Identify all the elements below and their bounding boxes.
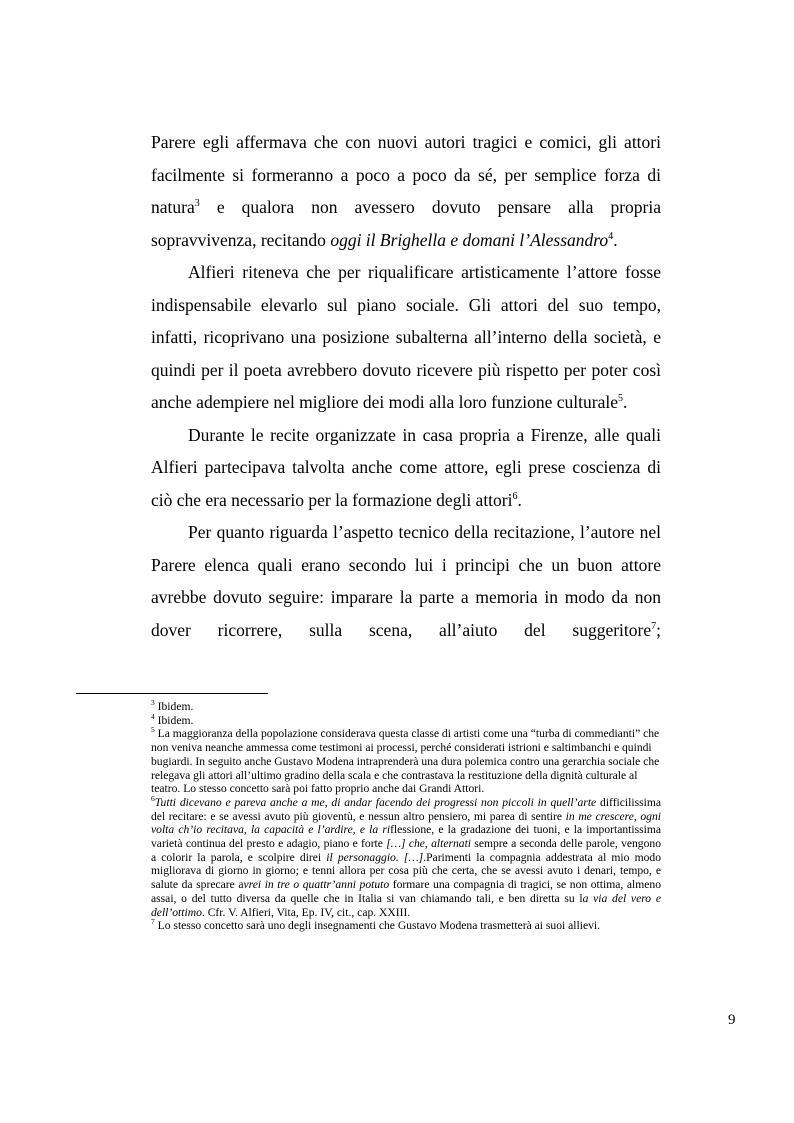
footnote-4: $^4$ Ibidem. (151, 711, 194, 727)
paragraph-1: Parere egli affermava che con nuovi autori tragici e comici, gli attori facilmente si formeranno a poco a poco da sé, per semplice forza di natura$^3$ e qualora non avessero dovuto pensare alla propria sopravvivenza, recitando oggi il Brighella e domani l’Alessandro$^4$. (151, 132, 661, 250)
main-text (151, 126, 661, 646)
footnote-3: $^3$ Ibidem. (151, 698, 194, 713)
footnote-6: $^6$Tutti dicevano e pareva anche a me, di andar facendo dei progressi non piccoli in quell’arte difficilissima del recitare: e se avessi avuto più gioventù, e nessun altro pensiero, mi parea di sentire in me crescere, ogni volta ch’io recitava, la capacità e l’ardire, e la riflessione, e la gradazione dei tuoni, e la importantissima varietà continua del presto e adagio, piano e forte […] che, alternati sempre a seconda delle parole, vengono a colorir la parola, e scolpire direi il personaggio. […].Parimenti la compagnia addestrata al mio modo migliorava di giorno in giorno; e tenni allora per cosa più che certa, che se avessi avuto i denari, tempo, e salute da sprecare avrei in tre o quattr’anni potuto formare una compagnia di tragici, se non ottima, almeno assai, o del tutto diversa da quelle che in Italia si van chiamando tali, e ben diretta su la via del vero e dell’ottimo. Cfr. V. Alfieri, Vita, Ep. IV, cit., cap. XXIII. (151, 794, 661, 919)
paragraph-2: Alfieri riteneva che per riqualificare artisticamente l’attore fosse indispensabile elevarlo sul piano sociale. Gli attori del suo tempo, infatti, ricoprivano una posizione subalterna all’interno della società, e quindi per il poeta avrebbero dovuto ricevere più rispetto per poter così anche adempiere nel migliore dei modi alla loro funzione culturale$^5$. (151, 262, 661, 412)
footnote-7: $^7$ Lo stesso concetto sarà uno degli insegnamenti che Gustavo Modena trasmetterà ai suoi allievi. (151, 917, 601, 933)
paragraph-3: Durante le recite organizzate in casa propria a Firenze, alle quali Alfieri partecipava talvolta anche come attore, egli prese coscienza di ciò che era necessario per la formazione degli attori$^6$. (151, 424, 661, 510)
footnote-5: $^5$ La maggioranza della popolazione considerava questa classe di artisti come una “turba di commedianti” che non veniva neanche ammessa come testimoni ai processi, perché considerati istrioni e saltimbanchi e quindi bugiardi. In seguito anche Gustavo Modena intraprenderà una dura polemica contro una gerarchia sociale che relegava gli attori all’ultimo gradino della scala e che contrastava la restituzione della dignità culturale al teatro. Lo stesso concetto sarà poi fatto proprio anche dai Grandi Attori. (151, 725, 660, 796)
footnote-ref-4: 4 (608, 230, 614, 242)
footnote-separator (76, 693, 268, 694)
footnote-ref-6: 6 (512, 490, 518, 502)
footnote-ref-3: 3 (194, 198, 200, 210)
footnote-ref-7: 7 (651, 620, 657, 632)
paragraph-4: Per quanto riguarda l’aspetto tecnico della recitazione, l’autore nel Parere elenca quali erano secondo lui i principi che un buon attore avrebbe dovuto seguire: imparare la parte a memoria in modo da non dover ricorrere, sulla scena, all’aiuto del suggeritore$^7$; (151, 522, 661, 640)
page-number: 9 (728, 1012, 736, 1028)
footnote-ref-5: 5 (617, 393, 623, 405)
footnotes (151, 700, 661, 933)
